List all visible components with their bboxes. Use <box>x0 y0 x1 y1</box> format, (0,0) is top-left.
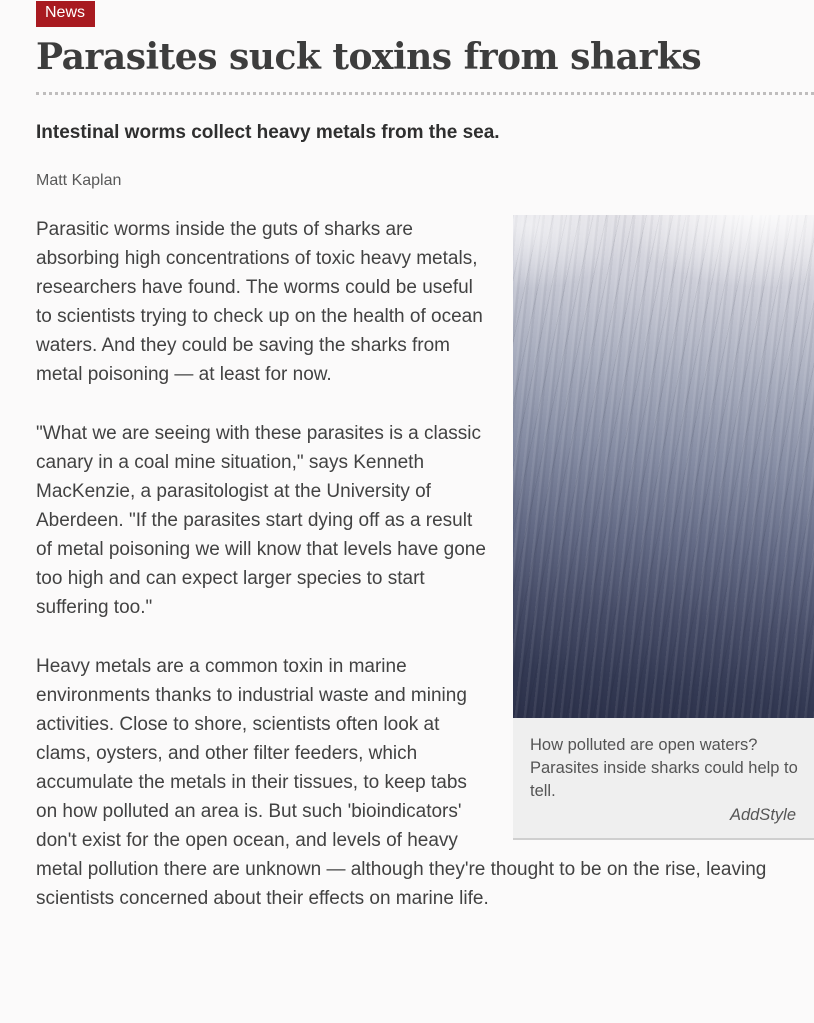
ocean-water-photo <box>513 215 814 718</box>
article-paragraph: Heavy metals are a common toxin in marine environments thanks to industrial waste and mining activities. Close to shore, scientists often look at clams, oysters, and other filter feeders, which accumulate the metals in their tissues, to keep tabs on how polluted an area is. But such 'bioindicators' don't exist for the open ocean, and levels of heavy metal pollution there are unknown — although they're thought to be on the rise, leaving scientists concerned about their effects on marine life. <box>36 656 767 909</box>
article-body <box>36 215 814 913</box>
figure-caption: How polluted are open waters? Parasites inside sharks could help to tell. <box>530 736 798 800</box>
article-standfirst: Intestinal worms collect heavy metals from the sea. <box>36 122 500 143</box>
figure-caption-box <box>513 718 814 840</box>
dotted-divider <box>36 92 814 95</box>
article-paragraph: "What we are seeing with these parasites is a classic canary in a coal mine situation," says Kenneth MacKenzie, a parasitologist at the University of Aberdeen. "If the parasites start dying off as a result of metal poisoning we will know that levels have gone too high and can expect larger species to start suffering too." <box>36 423 486 618</box>
figure-credit: AddStyle <box>729 806 796 824</box>
author-byline: Matt Kaplan <box>36 172 122 189</box>
article-figure <box>513 215 814 840</box>
news-kicker-badge[interactable]: News <box>36 1 95 27</box>
article-paragraph: Parasitic worms inside the guts of sharks are absorbing high concentrations of toxic heavy metals, researchers have found. The worms could be useful to scientists trying to check up on the health of ocean waters. And they could be saving the sharks from metal poisoning — at least for now. <box>36 219 483 385</box>
article-headline: Parasites suck toxins from sharks <box>36 36 702 78</box>
